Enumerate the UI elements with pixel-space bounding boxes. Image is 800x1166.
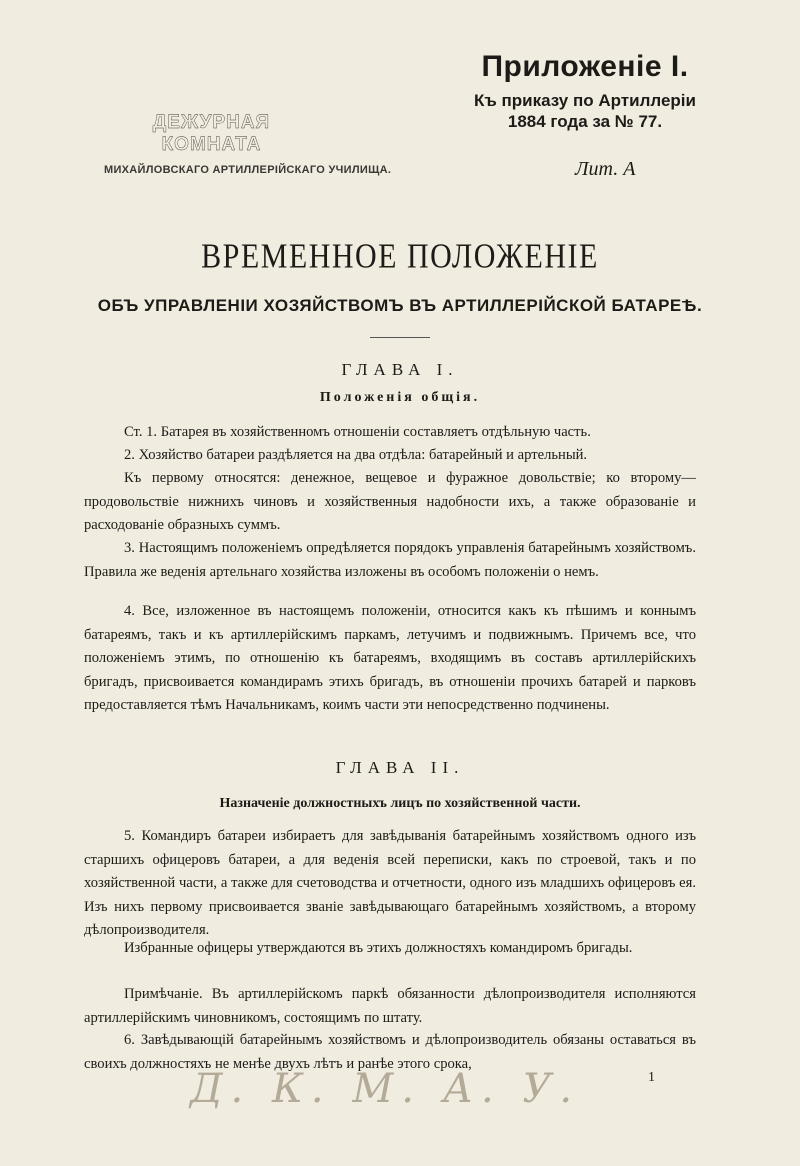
- appendix-header: [470, 50, 700, 132]
- document-subtitle: ОБЪ УПРАВЛЕНІИ ХОЗЯЙСТВОМЪ ВЪ АРТИЛЛЕРІЙСКОЙ БАТАРЕѢ.: [97, 296, 703, 315]
- divider: [370, 337, 430, 338]
- paragraph: Избранные офицеры утверждаются въ этихъ должностяхъ командиромъ бригады.: [124, 940, 633, 956]
- paragraph: 5. Командиръ батареи избираетъ для завѣдыванія батарейнымъ хозяйствомъ одного изъ старшихъ офицеровъ батареи, а для веденія всей переписки, какъ по строевой, такъ и по хозяйственной части, а также для счетоводства и отчетности, одного изъ младшихъ офицеровъ ея. Изъ нихъ первому присвоивается званіе завѣдывающаго батарейнымъ хозяйствомъ, а второму дѣлопроизводителя.: [84, 828, 696, 939]
- page-number: 1: [648, 1070, 655, 1085]
- note-paragraph: Примѣчаніе. Въ артиллерійскомъ паркѣ обязанности дѣлопроизводителя исполняются артиллерійскимъ чиновникомъ, состоящимъ по штату.: [84, 986, 696, 1026]
- paragraph: 3. Настоящимъ положеніемъ опредѣляется порядокъ управленія батарейнымъ хозяйствомъ. Правила же веденія артельнаго хозяйства изложены въ особомъ положеніи о немъ.: [84, 540, 696, 580]
- stamp-line-2: МИХАЙЛОВСКАГО АРТИЛЛЕРІЙСКАГО УЧИЛИЩА.: [104, 164, 392, 176]
- letter-label: Лит. А: [575, 158, 636, 180]
- handwritten-signature: Д. К. М. А. У.: [190, 1066, 581, 1112]
- paragraph: Къ первому относятся: денежное, вещевое и фуражное довольствіе; ко второму—продовольствіе нижнихъ чиновъ и хозяйственныя надобности ихъ, а также образованіе и расходованіе образныхъ суммъ.: [84, 470, 696, 534]
- chapter-2-subheading: Назначеніе должностныхъ лицъ по хозяйственной части.: [219, 796, 581, 811]
- chapter-1-subheading: Положенія общія.: [319, 390, 481, 405]
- order-line-2: 1884 года за № 77.: [507, 112, 663, 131]
- paragraph: 6. Завѣдывающій батарейнымъ хозяйствомъ и дѣлопроизводитель обязаны оставаться въ своихъ должностяхъ не менѣе двухъ лѣтъ и ранѣе этого срока,: [84, 1032, 696, 1072]
- chapter-2-heading: ГЛАВА II.: [335, 758, 465, 777]
- chapter-1-heading: ГЛАВА I.: [341, 360, 459, 379]
- appendix-title: Приложеніе I.: [481, 50, 689, 83]
- paragraph: 4. Все, изложенное въ настоящемъ положеніи, относится какъ къ пѣшимъ и коннымъ батареямъ, такъ и къ артиллерійскимъ паркамъ, летучимъ и подвижнымъ. Причемъ все, что положеніемъ этимъ, по отношенію къ батареямъ, входящимъ въ составъ артиллерійскихъ бригадъ, присвоивается командирамъ этихъ бригадъ, въ отношеніи прочихъ батарей и парковъ предоставляется тѣмъ Начальникамъ, коимъ части эти непосредственно подчинены.: [84, 603, 696, 714]
- document-title: ВРЕМЕННОЕ ПОЛОЖЕНІЕ: [201, 237, 599, 276]
- library-stamp: [104, 112, 392, 176]
- paragraph: 2. Хозяйство батареи раздѣляется на два отдѣла: батарейный и артельный.: [124, 447, 588, 463]
- order-line-1: Къ приказу по Артиллеріи: [474, 91, 696, 110]
- paragraph: Ст. 1. Батарея въ хозяйственномъ отношеніи составляетъ отдѣльную часть.: [124, 424, 591, 440]
- stamp-line-1: ДЕЖУРНАЯ КОМНАТА: [152, 112, 271, 155]
